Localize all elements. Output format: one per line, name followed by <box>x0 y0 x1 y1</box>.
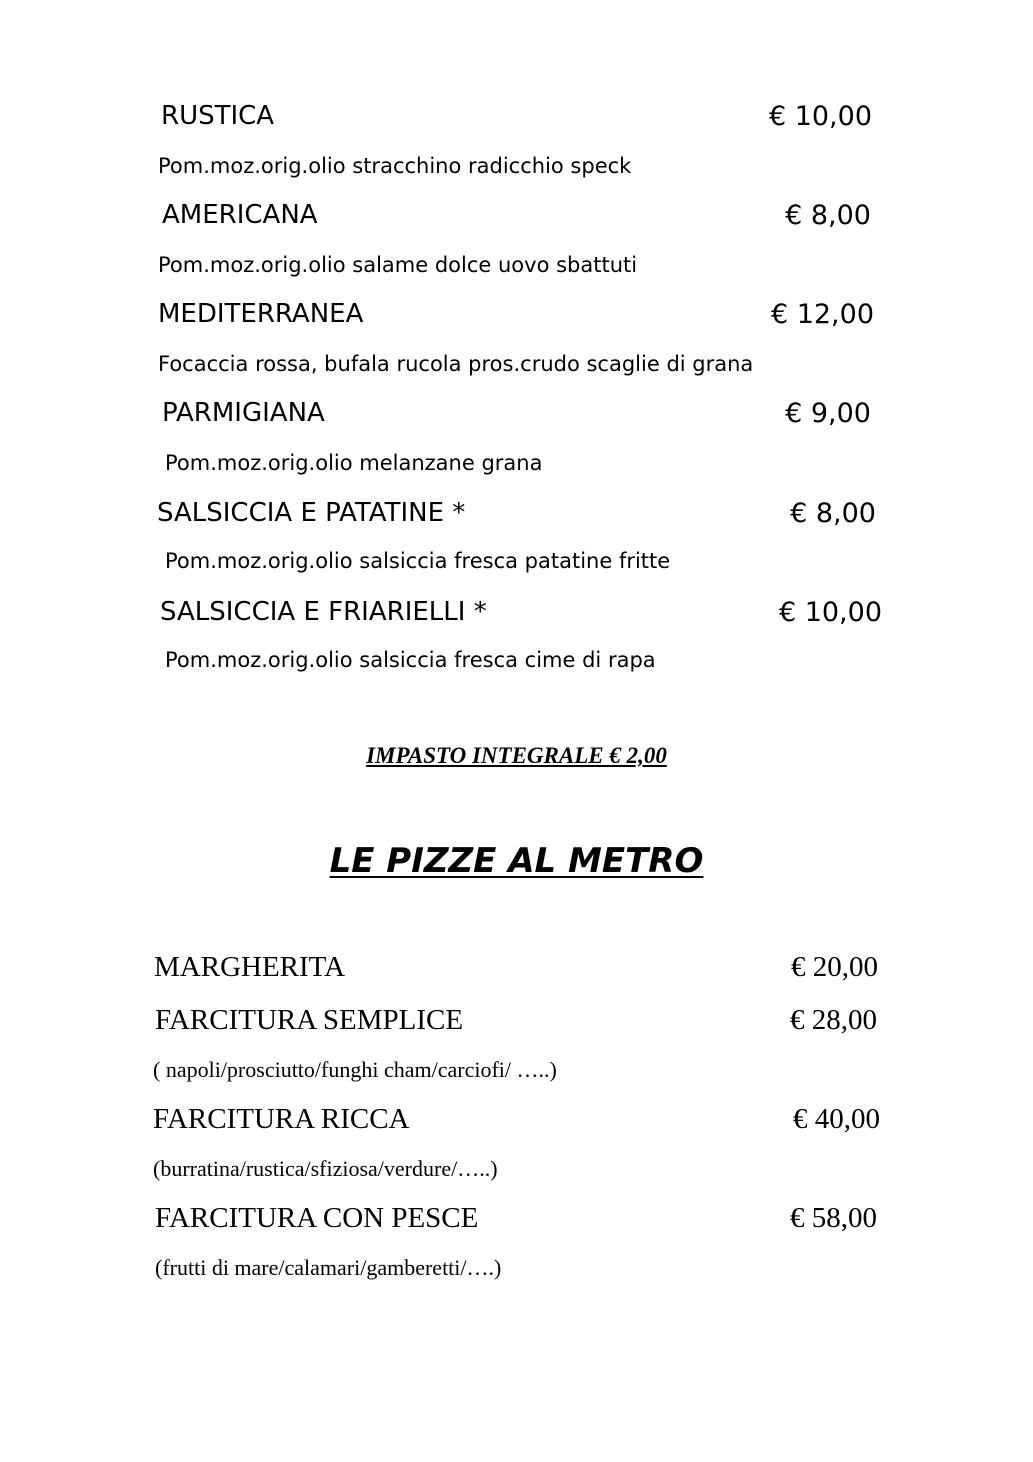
metro-item-price: € 20,00 <box>791 951 878 983</box>
metro-item-price: € 28,00 <box>790 1004 877 1036</box>
metro-item-price: € 40,00 <box>793 1103 880 1135</box>
menu-item-description: Focaccia rossa, bufala rucola pros.crudo scaglie di grana <box>158 352 754 376</box>
metro-item-name: FARCITURA RICCA <box>153 1103 410 1135</box>
menu-item-price: € 8,00 <box>790 498 876 529</box>
menu-item-name: SALSICCIA E PATATINE * <box>157 498 466 528</box>
metro-item-description: (burratina/rustica/sfiziosa/verdure/…..) <box>153 1156 498 1181</box>
metro-item-description: (frutti di mare/calamari/gamberetti/….) <box>155 1255 502 1280</box>
menu-item-description: Pom.moz.orig.olio salame dolce uovo sbattuti <box>158 253 638 277</box>
impasto-integrale-note: IMPASTO INTEGRALE € 2,00 <box>366 743 667 768</box>
menu-item-description: Pom.moz.orig.olio salsiccia fresca cime di rapa <box>165 648 656 672</box>
section-title-pizze-al-metro: LE PIZZE AL METRO <box>329 841 704 881</box>
metro-item-name: FARCITURA CON PESCE <box>155 1202 479 1234</box>
menu-item-price: € 10,00 <box>778 597 882 628</box>
menu-item-price: € 9,00 <box>785 398 871 429</box>
menu-item-description: Pom.moz.orig.olio melanzane grana <box>165 451 543 475</box>
menu-item-name: PARMIGIANA <box>162 398 325 428</box>
menu-item-price: € 10,00 <box>768 101 872 132</box>
metro-item-description: ( napoli/prosciutto/funghi cham/carciofi/ …..) <box>153 1057 557 1082</box>
menu-item-name: RUSTICA <box>161 101 275 131</box>
menu-item-name: AMERICANA <box>162 200 318 230</box>
menu-item-description: Pom.moz.orig.olio salsiccia fresca patatine fritte <box>165 549 671 573</box>
menu-item-name: SALSICCIA E FRIARIELLI * <box>160 597 487 627</box>
metro-item-price: € 58,00 <box>790 1202 877 1234</box>
menu-item-name: MEDITERRANEA <box>158 299 364 329</box>
menu-item-price: € 8,00 <box>785 200 871 231</box>
metro-item-name: FARCITURA SEMPLICE <box>155 1004 464 1036</box>
menu-item-description: Pom.moz.orig.olio stracchino radicchio speck <box>158 154 632 178</box>
metro-item-name: MARGHERITA <box>154 951 346 983</box>
menu-item-price: € 12,00 <box>770 299 874 330</box>
